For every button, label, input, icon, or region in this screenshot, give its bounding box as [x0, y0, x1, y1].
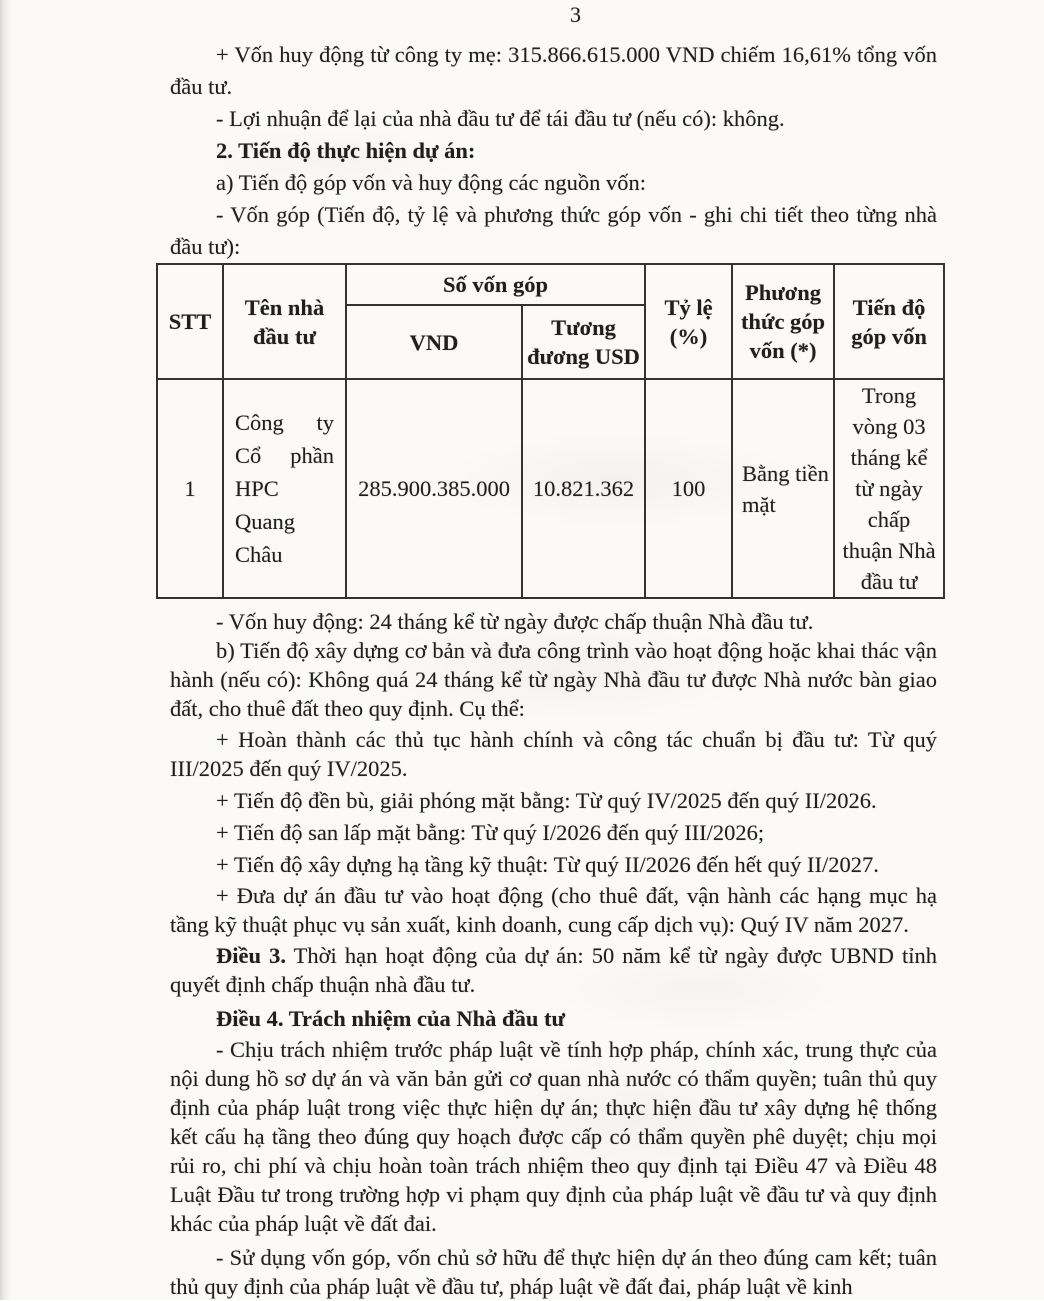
cell-contribution-schedule: Trong vòng 03 tháng kể từ ngày chấp thuận Nhà đầu tư — [834, 379, 944, 598]
para-technical-infrastructure: + Tiến độ xây dựng hạ tầng kỹ thuật: Từ quý II/2026 đến hết quý II/2027. — [216, 852, 879, 877]
table-row — [157, 379, 944, 598]
cell-vnd-amount: 285.900.385.000 — [346, 379, 522, 598]
para-construction-schedule: b) Tiến độ xây dựng cơ bản và đưa công trình vào hoạt động hoặc khai thác vận hành (nếu có): Không quá 24 tháng kể từ ngày Nhà đầu tư được Nhà nước bàn giao đất, cho thuê đất theo quy định. Cụ thể: — [170, 638, 937, 721]
col-header-vnd: VND — [346, 305, 522, 379]
para-compensation-clearance: + Tiến độ đền bù, giải phóng mặt bằng: Từ quý IV/2025 đến quý II/2026. — [216, 788, 877, 813]
heading-article-4: Điều 4. Trách nhiệm của Nhà đầu tư — [216, 1006, 565, 1031]
col-header-method: Phương thức góp vốn (*) — [732, 264, 834, 379]
col-header-investor-name: Tên nhà đầu tư — [223, 264, 346, 379]
article-3-label: Điều 3. — [216, 943, 286, 968]
para-investor-responsibility-legal: - Chịu trách nhiệm trước pháp luật về tính hợp pháp, chính xác, trung thực của nội dung hồ sơ dự án và văn bản gửi cơ quan nhà nước có thẩm quyền; tuân thủ quy định của pháp luật trong việc thực hiện dự án; thực hiện đầu tư xây dựng hệ thống kết cấu hạ tầng theo đúng quy hoạch được cấp có thẩm quyền phê duyệt; chịu mọi rủi ro, chi phí và chịu hoàn toàn trách nhiệm theo quy định tại Điều 47 và Điều 48 Luật Đầu tư trong trường hợp vi phạm quy định của pháp luật về đầu tư và quy định khác của pháp luật về đất đai. — [170, 1037, 937, 1236]
col-header-ratio: Tỷ lệ (%) — [645, 264, 732, 379]
para-project-operation: + Đưa dự án đầu tư vào hoạt động (cho thuê đất, vận hành các hạng mục hạ tầng kỹ thuật phục vụ sản xuất, kinh doanh, cung cấp dịch vụ): Quý IV năm 2027. — [170, 883, 937, 937]
cell-contribution-method: Bằng tiền mặt — [732, 379, 834, 598]
cell-investor-name: Công ty Cổ phần HPC Quang Châu — [223, 379, 346, 598]
para-capital-usage-commitment: - Sử dụng vốn góp, vốn chủ sở hữu để thực hiện dự án theo đúng cam kết; tuân thủ quy định của pháp luật về đầu tư, pháp luật về đất đai, pháp luật về kinh — [170, 1245, 937, 1299]
heading-project-schedule: 2. Tiến độ thực hiện dự án: — [216, 138, 476, 163]
para-ground-leveling: + Tiến độ san lấp mặt bằng: Từ quý I/2026 đến quý III/2026; — [216, 820, 765, 845]
col-header-stt: STT — [157, 264, 223, 379]
lower-section — [170, 607, 937, 1301]
para-capital-contribution-note: - Vốn góp (Tiến độ, tỷ lệ và phương thức góp vốn - ghi chi tiết theo từng nhà đầu tư): — [170, 202, 937, 259]
para-retained-profit: - Lợi nhuận để lại của nhà đầu tư để tái đầu tư (nếu có): không. — [216, 106, 785, 131]
para-capital-schedule-intro: a) Tiến độ góp vốn và huy động các nguồn vốn: — [216, 170, 646, 195]
para-mobilized-capital-schedule: - Vốn huy động: 24 tháng kể từ ngày được chấp thuận Nhà đầu tư. — [216, 609, 814, 634]
page-number: 3 — [570, 2, 581, 27]
para-parent-company-capital: + Vốn huy động từ công ty mẹ: 315.866.615.000 VND chiếm 16,61% tổng vốn đầu tư. — [170, 42, 937, 99]
article-3-text: Thời hạn hoạt động của dự án: 50 năm kể từ ngày được UBND tỉnh quyết định chấp thuận nhà đầu tư. — [170, 943, 937, 997]
cell-ratio: 100 — [645, 379, 732, 598]
document-body — [170, 0, 937, 1301]
para-admin-procedures: + Hoàn thành các thủ tục hành chính và công tác chuẩn bị đầu tư: Từ quý III/2025 đến quý IV/2025. — [170, 727, 937, 781]
col-header-capital-group: Số vốn góp — [346, 264, 645, 305]
cell-stt: 1 — [157, 379, 223, 598]
col-header-usd: Tương đương USD — [522, 305, 645, 379]
cell-usd-amount: 10.821.362 — [522, 379, 645, 598]
col-header-schedule: Tiến độ góp vốn — [834, 264, 944, 379]
para-article-3 — [170, 941, 937, 999]
investor-capital-table — [156, 263, 945, 599]
